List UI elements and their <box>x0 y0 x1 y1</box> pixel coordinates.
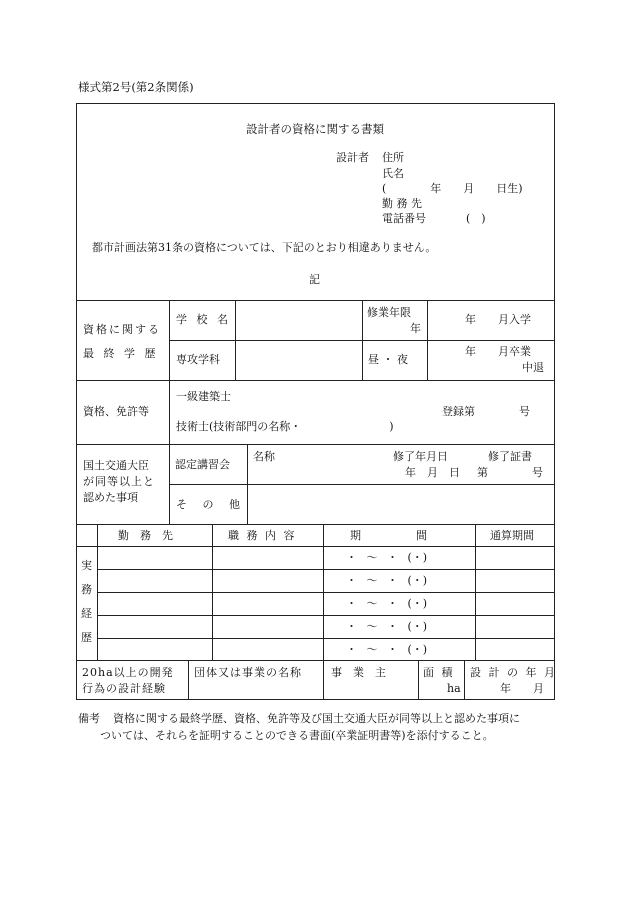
course-name-label: 名称 <box>253 450 275 463</box>
day-night: 昼 ・ 夜 <box>368 353 408 366</box>
exp-row-period: ・ 〜 ・ (・) <box>346 551 428 564</box>
school-label: 学 校 名 <box>176 313 231 326</box>
dev-year-label: 設 計 の 年 月 <box>470 666 557 679</box>
exp-header-period: 期 間 <box>350 529 427 542</box>
exp-header-content: 職 務 内 容 <box>228 529 297 542</box>
course-cert-label: 修了証書 <box>488 450 532 463</box>
exp-side-2: 務 <box>81 583 92 596</box>
designer-name-label: 氏名 <box>382 167 404 180</box>
exp-side-1: 実 <box>81 559 92 572</box>
grad-date: 年 月卒業 <box>465 345 531 358</box>
exp-row-period: ・ 〜 ・ (・) <box>346 643 428 656</box>
form-title: 設計者の資格に関する書類 <box>246 122 384 136</box>
license-line-2: 技術士(技術部門の名称・ ) <box>176 420 394 433</box>
designer-phone-value: ( ) <box>466 212 486 225</box>
declaration: 都市計画法第31条の資格については、下記のとおり相違ありません。 <box>92 241 437 254</box>
exp-side-4: 歴 <box>81 631 92 644</box>
license-label: 資格、免許等 <box>83 405 149 418</box>
dev-label-2: 行為の設計経験 <box>82 682 166 695</box>
exp-header-work: 勤 務 先 <box>118 529 173 542</box>
other-label: そ の 他 <box>176 498 246 511</box>
remarks-line-2: ついては、それらを証明することのできる書面(卒業証明書等)を添付すること。 <box>100 729 494 742</box>
designer-phone-label: 電話番号 <box>382 212 426 225</box>
dev-area-unit: ha <box>447 682 461 695</box>
years-label-2: 年 <box>410 322 421 335</box>
years-label-1: 修業年限 <box>367 306 411 319</box>
remarks-label: 備考 <box>78 712 100 725</box>
remarks-line-1: 資格に関する最終学歴、資格、免許等及び国土交通大臣が同等以上と認めた事項に <box>113 712 520 725</box>
exp-row-period: ・ 〜 ・ (・) <box>346 597 428 610</box>
form-id: 様式第2号(第2条関係) <box>78 80 194 94</box>
exp-row-period: ・ 〜 ・ (・) <box>346 574 428 587</box>
withdraw: 中退 <box>522 361 544 374</box>
designer-label: 設計者 <box>336 151 369 164</box>
dev-label-1: 20ha以上の開発 <box>82 666 174 679</box>
license-reg: 登録第 号 <box>442 405 530 418</box>
education-label-2: 最 終 学 歴 <box>83 347 159 360</box>
course-label: 認定講習会 <box>175 458 230 471</box>
course-no-line: 第 号 <box>477 466 543 479</box>
exp-row-period: ・ 〜 ・ (・) <box>346 620 428 633</box>
education-label-1: 資格に関する <box>83 323 161 336</box>
course-completed-label: 修了年月日 <box>393 450 448 463</box>
major-label: 専攻学科 <box>176 353 220 366</box>
dev-area-label: 面 積 <box>423 666 455 679</box>
designer-address-label: 住所 <box>382 151 404 164</box>
entry-date: 年 月入学 <box>465 313 531 326</box>
minister-label-3: 認めた事項 <box>83 491 138 504</box>
license-line-1: 一級建築士 <box>176 390 231 403</box>
minister-label-2: が同等以上と <box>83 475 155 488</box>
course-date-line: 年 月 日 <box>405 466 460 479</box>
exp-side-3: 経 <box>81 607 92 620</box>
designer-workplace-label: 勤 務 先 <box>382 197 422 210</box>
designer-birth: ( 年 月 日生) <box>382 182 523 195</box>
minister-label-1: 国土交通大臣 <box>83 459 149 472</box>
ki-mark: 記 <box>309 273 320 286</box>
dev-owner-label: 事 業 主 <box>331 666 386 679</box>
dev-year-value: 年 月 <box>500 682 544 695</box>
dev-org-label: 団体又は事業の名称 <box>194 666 302 679</box>
exp-header-total: 通算期間 <box>490 529 534 542</box>
